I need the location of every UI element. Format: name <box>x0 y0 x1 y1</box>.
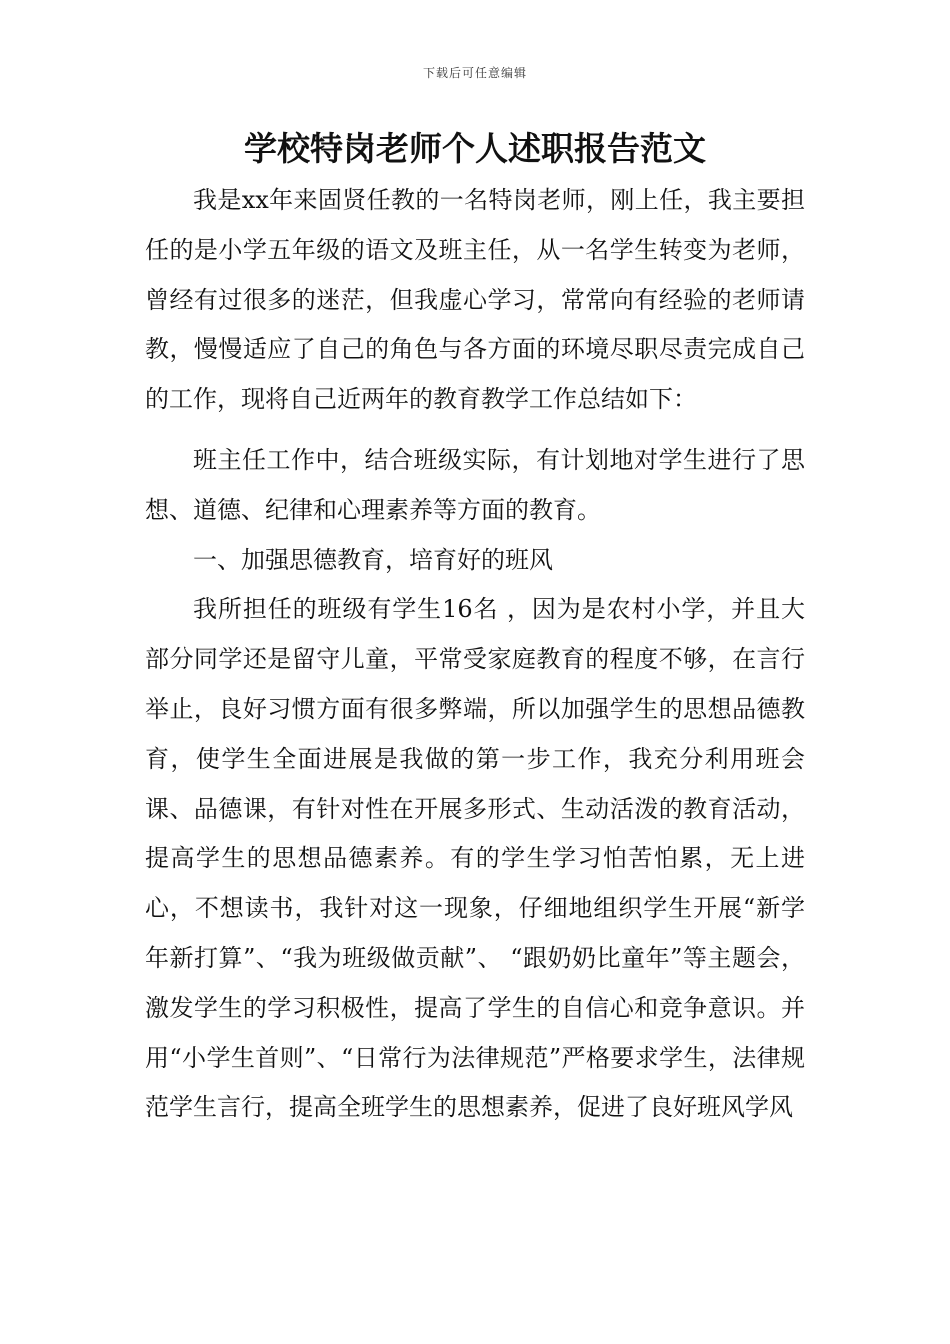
header-note: 下载后可任意编辑 <box>422 66 527 80</box>
paragraph-gap <box>145 425 805 436</box>
paragraph-intro: 我是xx年来固贤任教的一名特岗老师，刚上任，我主要担任的是小学五年级的语文及班主任，从一名学生转变为老师，曾经有过很多的迷茫，但我虚心学习，常常向有经验的老师请教，慢慢适应了自己的角色与各方面的环境尽职尽责完成自己的工作，现将自己近两年的教育教学工作总结如下： <box>145 186 805 414</box>
document-body <box>145 176 805 1133</box>
section-heading-1: 一、加强思德教育，培育好的班风 <box>193 545 553 574</box>
document-title: 学校特岗老师个人述职报告范文 <box>244 129 706 168</box>
paragraph-section-1: 我所担任的班级有学生16名 ，因为是农村小学，并且大部分同学还是留守儿童，平常受家庭教育的程度不够，在言行举止，良好习惯方面有很多弊端，所以加强学生的思想品德教育，使学生全面进展是我做的第一步工作，我充分利用班会课、品德课，有针对性在开展多形式、生动活泼的教育活动，提高学生的思想品德素养。有的学生学习怕苦怕累，无上进心，不想读书，我针对这一现象，仔细地组织学生开展“新学年新打算”、“我为班级做贡献”、 “跟奶奶比童年”等主题会，激发学生的学习积极性，提高了学生的自信心和竞争意识。并用“小学生首则”、“日常行为法律规范”严格要求学生，法律规范学生言行，提高全班学生的思想素养，促进了良好班风学风 <box>145 595 805 1122</box>
paragraph-class-teacher: 班主任工作中，结合班级实际，有计划地对学生进行了思想、道德、纪律和心理素养等方面的教育。 <box>145 445 805 524</box>
